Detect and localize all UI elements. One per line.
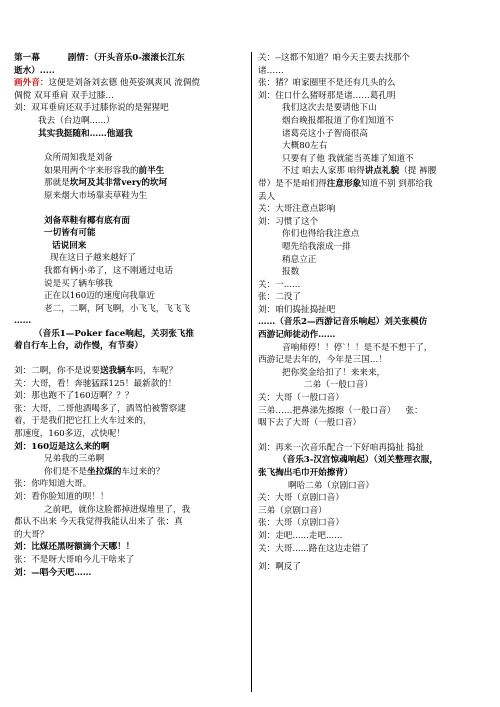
dialogue-line <box>258 178 493 191</box>
text-segment: 你们是不是 <box>44 466 87 477</box>
emphasis-text: 坐拉煤的 <box>86 466 122 477</box>
act-label: 第一幕 <box>14 53 40 63</box>
plot-label: 剧情： <box>67 53 94 63</box>
dialogue-line: 老二，二啊，阿飞啊，小飞飞，飞飞飞 <box>44 303 191 314</box>
dialogue-line: 我们这次去是要请他下山 <box>282 103 377 114</box>
text-segment: 如果用两个字来形容我的 <box>44 165 139 176</box>
emphasis-text: 注意形象 <box>326 178 362 189</box>
right-column <box>258 52 493 574</box>
dialogue-line: 啊哈二弟（京剧口音） <box>288 480 374 491</box>
text-segment: 那就是 <box>44 178 70 189</box>
text-segment: （提 裤腰 <box>399 166 437 177</box>
dialogue-line: 现在这日子越来越好了 <box>50 253 136 264</box>
voiceover-line <box>14 77 247 90</box>
dialogue-line: 关：--这都不知道？咱今天主要去找那个 <box>258 53 410 63</box>
dialogue-line: 咽下去了大哥（一般口音） <box>258 418 362 429</box>
emphasis-text: 前半生 <box>138 165 165 176</box>
dialogue-line <box>258 405 493 418</box>
dialogue-line: 刘：那也跑不了160迈啊？？？ <box>14 391 134 402</box>
dialogue-line: 丢人 <box>258 191 276 202</box>
column-divider <box>251 52 252 692</box>
dialogue-line: 二弟（一般口音） <box>304 380 373 391</box>
dialogue-line: 那速度，160多迈，忒快呢！ <box>14 429 125 440</box>
dialogue-line: 诸葛亮这小子智商很高 <box>282 128 368 139</box>
dialogue-line: 嗯先给我滚成一排 <box>282 241 351 252</box>
music-cue-line2: 西游记师徒动作…… <box>258 330 336 341</box>
dialogue-line: 刘：160迈是这么来的啊 <box>14 441 110 452</box>
dialogue-line: 大概80左右 <box>282 141 328 152</box>
dialogue-line: 三弟（京剧口音） <box>258 505 327 516</box>
text-segment: 车过来的？ <box>121 466 165 477</box>
text-segment: 刘：二啊，你不是说要 <box>14 366 100 377</box>
dialogue-line: 我都有俩小弟了，这不刚通过电话 <box>44 265 173 276</box>
dialogue-line: 报数 <box>282 267 300 278</box>
dialogue-line: 原来烟大市场靠卖草鞋为生 <box>44 190 148 201</box>
dialogue-line: 刘：啊反了 <box>258 562 301 573</box>
text-segment: 张： <box>405 405 423 416</box>
dialogue-line: 张：大哥（京剧口音） <box>258 518 344 529</box>
music-cue-line2: 着自行车上台，动作慢，有节奏） <box>14 341 143 352</box>
dialogue-line: 关：大哥......路在这边走错了 <box>258 543 369 554</box>
text-segment: 不过 咱去人家那 咱得 <box>282 166 365 177</box>
dialogue-line <box>258 165 493 178</box>
music-cue-line1: （音乐1—Poker face响起，关羽张飞推 <box>34 328 194 339</box>
dialogue-line: 众所周知我是刘备 <box>44 153 113 164</box>
dialogue-line: 我去（台边啊......） <box>38 115 115 126</box>
dialogue-line: 其实我挺随和……他逼我 <box>38 128 133 139</box>
dialogue-line: 张：你咋知道大哥。 <box>14 479 92 490</box>
dialogue-line: 刘：习惯了这个 <box>258 216 319 227</box>
dialogue-line: 说是买了辆车够我 <box>44 278 113 289</box>
dialogue-line <box>14 177 247 190</box>
dialogue-line: 只要有了他 我就能当英雄了知道不 <box>282 153 414 164</box>
dialogue-line: 话说回来 <box>52 240 87 251</box>
dialogue-line: 你们也得给我注意点 <box>282 229 360 240</box>
dialogue-line: 关：大哥（京剧口音） <box>258 493 344 504</box>
dialogue-line: 西游记是去年的，今年是三国…！ <box>258 355 387 366</box>
voiceover-verse: 倜傥 双耳垂肩 双手过膝… <box>14 90 114 101</box>
dialogue-line: 关：一...... <box>258 279 301 290</box>
text-segment: 吗，车呢？ <box>134 366 178 377</box>
dialogue-line: 张：二没了 <box>258 292 301 303</box>
dialogue-line: 正在以160迈的速度向我靠近 <box>44 291 155 302</box>
emphasis-text: 讲点礼貌 <box>364 166 400 177</box>
dialogue-line: 都认不出来 今天我觉得我能认出来了 张：真 <box>14 517 183 528</box>
dialogue-line: 关：大哥，看！奔驰猛踩125！最新款的！ <box>14 378 177 389</box>
dialogue-line: 的大哥？ <box>14 529 49 540</box>
music-cue-line2: 张飞掏出毛巾开始擦背） <box>258 468 353 478</box>
dialogue-line: 刘：咱们捣扯捣扯吧 <box>258 304 336 315</box>
dialogue-line: 音响师停！！停`！！是不是不想干了， <box>282 342 433 353</box>
dialogue-line: 张：大哥，二哥他酒喝多了，酒驾怕被警察逮 <box>14 403 186 414</box>
dialogue-line <box>14 165 247 178</box>
voiceover-text: 这便是刘备刘玄德 他英姿飒爽风 流倜傥 <box>48 78 200 89</box>
text-segment: 三弟……把鼻涕先擦擦（一般口音） <box>258 405 396 416</box>
emphasis-text: 坎坷及其非常very的坎坷 <box>69 178 168 189</box>
dialogue-line: 一切皆有可能 <box>44 228 96 239</box>
dialogue-line: 关：大哥（一般口音） <box>258 393 344 404</box>
dialogue-line: 烟台晚报都报道了你们知道不 <box>282 115 394 126</box>
dialogue-line: 稍息立正 <box>282 254 317 265</box>
dialogue-line: 着，于是我们把它扛上火车过来的， <box>14 416 152 427</box>
text-segment: 带）是不是咱们得 <box>258 178 327 189</box>
dialogue-line <box>14 365 247 378</box>
dialogue-line <box>14 466 247 479</box>
plot-direction-line1: （开头音乐0-滚滚长江东 <box>93 53 185 63</box>
dialogue-line: 刘：双耳垂肩还双手过膝你说的是猩猩吧 <box>14 103 169 114</box>
text-segment: 知道不别 到那给我 <box>361 178 433 189</box>
music-cue-line1: ……（音乐2—西游记音乐响起）刘关张模仿 <box>258 317 428 328</box>
dialogue-line: 刘：再来一次音乐配合一下好咱再捣扯 捣扯 <box>258 442 425 453</box>
dialogue-line: 诸…… <box>258 65 284 76</box>
dialogue-line: 张：不是呀大哥咱今儿干啥来了 <box>14 554 135 565</box>
dialogue-line: 张：猪？咱家圈里不是还有几头的么 <box>258 78 396 89</box>
dialogue-line: 刘备草鞋有椰有底有面 <box>44 215 130 226</box>
emphasis-text: 送我辆车 <box>99 366 135 377</box>
dialogue-line: 刘：比煤还黑呀额滴个天哪！！ <box>14 542 135 553</box>
left-column <box>14 52 247 579</box>
dialogue-line: 刘：—唱今天吧…… <box>14 567 92 578</box>
dialogue-line: …… <box>14 316 32 327</box>
dialogue-line: 刘：看你脸知道的呗！！ <box>14 492 109 502</box>
dialogue-line: 把你奖金给扣了！来来来， <box>282 367 386 378</box>
dialogue-line: 之前吧，就你这脸都掉进煤堆里了，我 <box>44 504 191 515</box>
voiceover-label: 画外音： <box>14 78 49 89</box>
dialogue-line: 刘：住口什么猪呀那是诸……葛孔明 <box>258 90 396 101</box>
music-cue-line1: （音乐3-汉宫惊魂响起）（刘关整理衣服， <box>278 455 438 466</box>
dialogue-line: 刘：走吧......走吧...... <box>258 530 343 541</box>
dialogue-line: 兄弟我的三弟啊 <box>44 454 105 465</box>
plot-direction-line2: 逝水）..... <box>14 65 55 76</box>
scene-heading <box>14 52 247 65</box>
dialogue-line: 关：大哥注意点影响 <box>258 204 336 215</box>
